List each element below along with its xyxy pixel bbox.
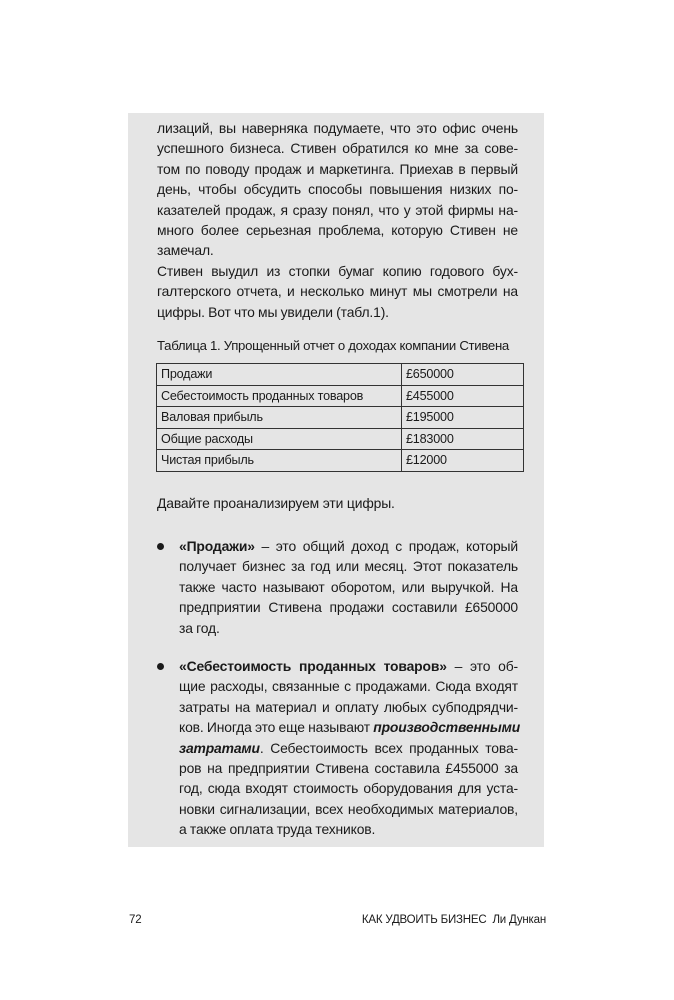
row-label: Общие расходы [157,428,402,450]
bullet-text [179,536,518,638]
text-line: затраты на материал и оплату любых субподрядчи- [179,698,518,715]
table-caption: Таблица 1. Упрощенный отчет о доходах компании Стивена [157,338,509,353]
row-value: £195000 [402,407,524,429]
row-label: Валовая прибыль [157,407,402,429]
row-label: Продажи [157,364,402,386]
author-name: Ли Дункан [492,914,546,926]
text-line: ров на предприятии Стивена составила £455000 за [179,760,518,777]
text-line: Стивен выудил из стопки бумаг копию годового бух- [157,262,518,279]
page-number: 72 [129,914,142,926]
text-fragment: – это общий доход с продаж, который [254,538,518,554]
term: «Себестоимость проданных товаров» [179,658,447,674]
emphasis: производственными [373,719,521,736]
table-row [157,407,524,429]
paragraph-1 [157,118,518,261]
text-line [179,738,518,758]
text-line: галтерского отчета, и несколько минут мы смотрели на [157,283,518,300]
text-fragment: ков. Иногда это еще называют [179,719,374,736]
table-row [157,385,524,407]
text-line: казателей продаж, я сразу понял, что у этой фирмы на- [157,201,518,218]
text-line: год, сюда входят стоимость оборудования для уста- [179,780,518,797]
analysis-intro: Давайте проанализируем эти цифры. [157,495,395,511]
row-value: £650000 [402,364,524,386]
text-line: за год. [179,619,220,636]
row-label: Себестоимость проданных товаров [157,385,402,407]
text-line: успешного бизнеса. Стивен обратился ко мне за сове- [157,140,518,157]
table-row [157,364,524,386]
bullet-icon [157,663,164,670]
bullet-icon [157,543,164,550]
text-line: получает бизнес за год или месяц. Этот показатель [179,558,518,575]
text-line [179,536,518,556]
row-value: £455000 [402,385,524,407]
text-line: предприятии Стивена продажи составили £650000 [179,599,518,616]
text-line: а также оплата труда техников. [179,821,376,838]
paragraph-2 [157,261,518,322]
text-line: день, чтобы обсудить способы повышения низких по- [157,181,518,198]
bullet-text [179,656,521,840]
table-row [157,450,524,472]
row-value: £12000 [402,450,524,472]
text-line: новки сигнализации, всех необходимых материалов, [179,800,518,817]
term: «Продажи» [179,538,255,554]
running-footer [362,914,546,926]
text-fragment: . Себестоимость всех проданных това- [259,739,518,756]
text-line: том по поводу продаж и маркетинга. Приехав в первый [157,160,518,177]
text-fragment: – это об- [446,658,519,674]
row-label: Чистая прибыль [157,450,402,472]
text-line: замечал. [157,242,214,259]
table-row [157,428,524,450]
text-line: лизаций, вы наверняка подумаете, что это офис очень [157,120,518,136]
emphasis: затратами [179,739,260,756]
income-table [156,363,524,472]
text-line [179,717,521,737]
text-line: щие расходы, связанные с продажами. Сюда входят [179,678,518,695]
text-line [179,656,518,676]
text-line: цифры. Вот что мы увидели (табл.1). [157,303,389,320]
text-line: много более серьезная проблема, которую Стивен не [157,222,518,239]
row-value: £183000 [402,428,524,450]
text-line: также часто называют оборотом, или выручкой. На [179,578,518,595]
book-title: КАК УДВОИТЬ БИЗНЕС [361,914,487,926]
body-text [157,118,518,322]
